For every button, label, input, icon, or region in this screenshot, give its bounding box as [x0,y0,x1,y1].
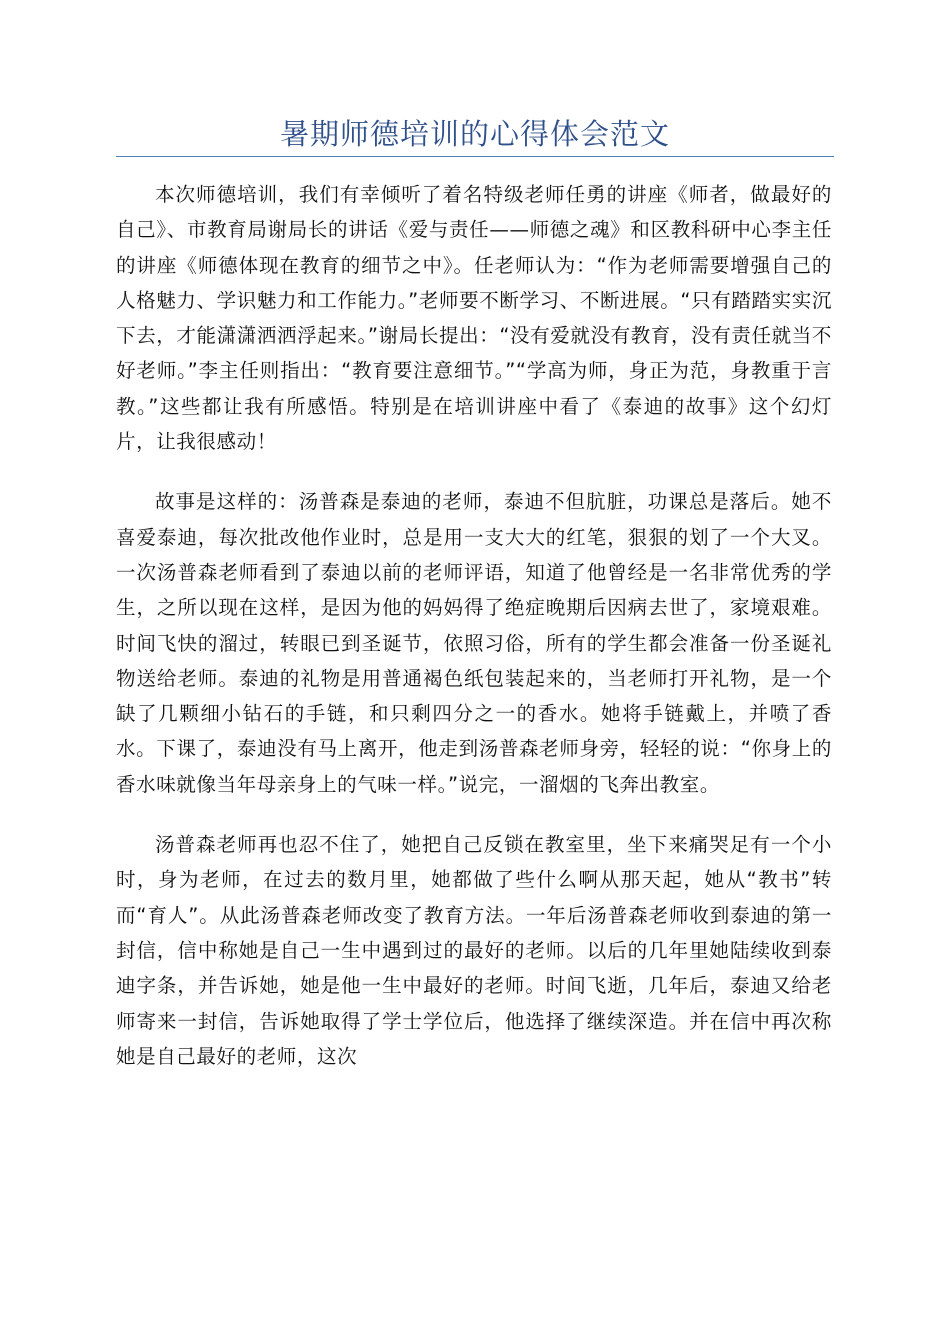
document-body [116,177,832,1099]
document-title: 暑期师德培训的心得体会范文 [279,117,670,151]
paragraph-3: 汤普森老师再也忍不住了，她把自己反锁在教室里，坐下来痛哭足有一个小时，身为老师，在过去的数月里，她都做了些什么啊从那天起，她从“教书”转而“育人”。从此汤普森老师改变了教育方法。一年后汤普森老师收到泰迪的第一封信，信中称她是自己一生中遇到过的最好的老师。以后的几年里她陆续收到泰迪字条，并告诉她，她是他一生中最好的老师。时间飞逝，几年后，泰迪又给老师寄来一封信，告诉她取得了学士学位后，他选择了继续深造。并在信中再次称她是自己最好的老师，这次 [116,833,832,1068]
title-underline [116,156,834,157]
paragraph-2: 故事是这样的：汤普森是泰迪的老师，泰迪不但肮脏，功课总是落后。她不喜爱泰迪，每次批改他作业时，总是用一支大大的红笔，狠狠的划了一个大叉。一次汤普森老师看到了泰迪以前的老师评语，知道了他曾经是一名非常优秀的学生，之所以现在这样，是因为他的妈妈得了绝症晚期后因病去世了，家境艰难。时间飞快的溜过，转眼已到圣诞节，依照习俗，所有的学生都会准备一份圣诞礼物送给老师。泰迪的礼物是用普通褐色纸包装起来的，当老师打开礼物，是一个缺了几颗细小钻石的手链，和只剩四分之一的香水。她将手链戴上，并喷了香水。下课了，泰迪没有马上离开，他走到汤普森老师身旁，轻轻的说：“你身上的香水味就像当年母亲身上的气味一样。”说完，一溜烟的飞奔出教室。 [116,490,832,796]
paragraph-1: 本次师德培训，我们有幸倾听了着名特级老师任勇的讲座《师者，做最好的自己》、市教育局谢局长的讲话《爱与责任——师德之魂》和区教科研中心李主任的讲座《师德体现在教育的细节之中》。任老师认为：“作为老师需要增强自己的人格魅力、学识魅力和工作能力。”老师要不断学习、不断进展。“只有踏踏实实沉下去，才能潇潇洒洒浮起来。”谢局长提出：“没有爱就没有教育，没有责任就当不好老师。”李主任则指出：“教育要注意细节。”“学高为师，身正为范，身教重于言教。”这些都让我有所感悟。特别是在培训讲座中看了《泰迪的故事》这个幻灯片，让我很感动！ [116,183,832,454]
